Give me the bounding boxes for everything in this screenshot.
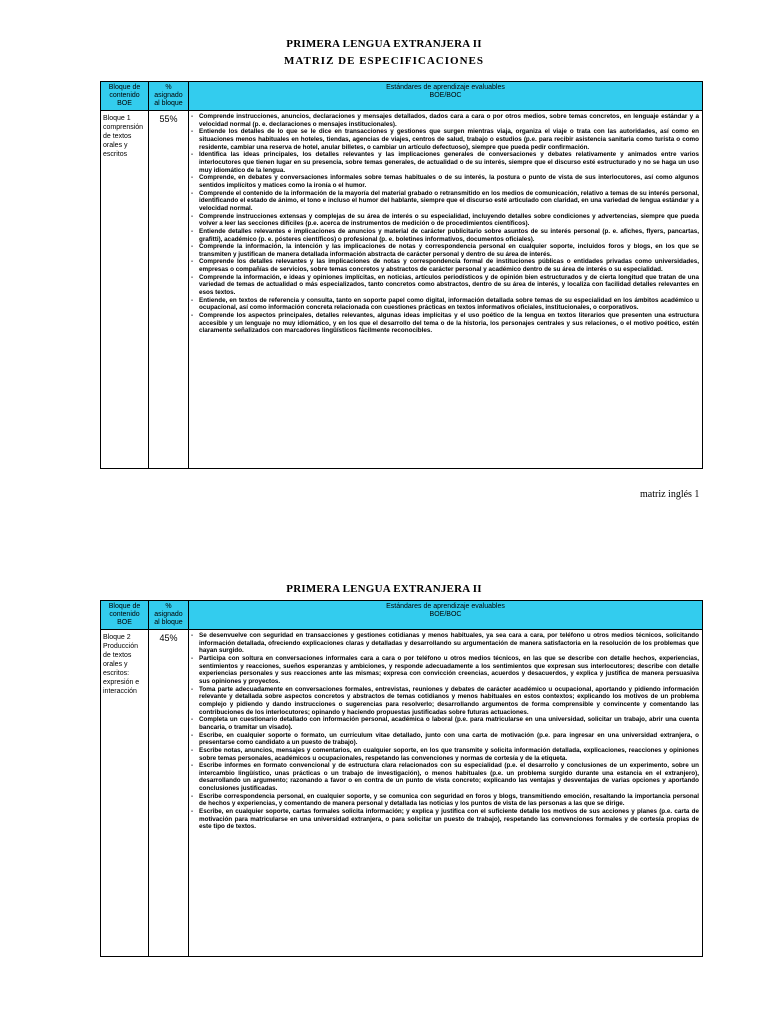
header-percent: % asignado al bloque (149, 601, 189, 630)
header-row (101, 82, 703, 111)
list-item: - Comprende, en debates y conversaciones informales sobre temas habituales o de su interés, la postura o punto de vista de sus interlocutores, así como algunos sentidos implícitos y matices como la ironía o el humor. (191, 174, 699, 189)
list-item: - Completa un cuestionario detallado con información personal, académica o laboral (p.e. para matricularse en una universidad, solicitar un trabajo, abrir una cuenta bancaria, o tramitar un visado). (191, 716, 699, 731)
list-item: - Escribe correspondencia personal, en cualquier soporte, y se comunica con seguridad en foros y blogs, transmitiendo emoción, resaltando la importancia personal de hechos y experiencias, y comentando de manera personal y detallada las noticias y los puntos de vista de las personas a las que se dirige. (191, 793, 699, 808)
list-item: - Comprende los detalles relevantes y las implicaciones de notas y correspondencia formal de instituciones públicas o entidades privadas como universidades, empresas o compañías de servicios, sobre temas concretos y abstractos de carácter personal y académico dentro de su área de interés o su especialidad. (191, 258, 699, 273)
table-row (101, 630, 703, 957)
header-standards-line2: BOE/BOC (429, 611, 462, 618)
list-item: - Comprende la información, la intención y las implicaciones de notas y correspondencia personal en cualquier soporte, incluidos foros y blogs, en los que se transmiten y justifican de manera detallada información abstracta de carácter personal y dentro de su área de interés. (191, 243, 699, 258)
block-percent: 55% (149, 111, 189, 469)
page1-subtitle: MATRIZ DE ESPECIFICACIONES (284, 55, 484, 67)
list-item: - Comprende instrucciones extensas y complejas de su área de interés o su especialidad, incluyendo detalles sobre condiciones y advertencias, siempre que pueda volver a leer las secciones difíciles (p.e. acerca de instrumentos de medición o de procedimientos científicos). (191, 213, 699, 228)
header-block: Bloque de contenido BOE (101, 82, 149, 111)
list-item: - Comprende la información, e ideas y opiniones implícitas, en noticias, artículos periodísticos y de opinión bien estructurados y de cierta longitud que tratan de una variedad de temas de actualidad o más especializados, tanto concretos como abstractos, dentro de su área de interés, y localiza con facilidad detalles relevantes en esos textos. (191, 274, 699, 297)
header-standards (189, 82, 703, 111)
page2-title: PRIMERA LENGUA EXTRANJERA II (286, 583, 482, 595)
block-name: Bloque 2 Producción de textos orales y escritos: expresión e interacción (101, 630, 149, 957)
list-item: - Escribe notas, anuncios, mensajes y comentarios, en cualquier soporte, en los que transmite y solicita información detallada, explicaciones, reacciones y opiniones sobre temas personales, académicos u ocupacionales, respetando las convenciones y normas de cortesía y de la etiqueta. (191, 747, 699, 762)
list-item: - Participa con soltura en conversaciones informales cara a cara o por teléfono u otros medios técnicos, en las que se describe con detalle hechos, experiencias, sentimientos y reacciones, sueños esperanzas y ambiciones, y responde adecuadamente a los sentimientos que expresan sus interlocutores; describe con detalle experiencias personales y sus reacciones ante las mismas; expresa con convicción creencias, acuerdos y desacuerdos, y explica y justifica de manera persuasiva sus opiniones y proyectos. (191, 655, 699, 686)
list-item: - Entiende, en textos de referencia y consulta, tanto en soporte papel como digital, información detallada sobre temas de su especialidad en los ámbitos académico u ocupacional, así como información concreta relacionada con cuestiones prácticas en textos informativos oficiales, institucionales, o corporativos. (191, 297, 699, 312)
page1-title: PRIMERA LENGUA EXTRANJERA II (286, 38, 482, 50)
list-item: - Identifica las ideas principales, los detalles relevantes y las implicaciones generales de conversaciones y debates relativamente y animados entre varios interlocutores que tienen lugar en su presencia, sobre temas generales, de actualidad o de su interés, siempre que el discurso esté estructurado y no se haga un uso muy idiomático de la lengua. (191, 151, 699, 174)
list-item: - Toma parte adecuadamente en conversaciones formales, entrevistas, reuniones y debates de carácter académico u ocupacional, aportando y pidiendo información relevante y detallada sobre aspectos concretos y abstractos de temas cotidianos y menos habituales en estos contextos; explicando los motivos de un problema complejo y pidiendo y dando instrucciones o sugerencias para resolverlo; desarrollando argumentos de forma comprensible y convincente y comentando las contribuciones de los interlocutores; opinando y haciendo propuestas justificadas sobre futuras actuaciones. (191, 686, 699, 717)
list-item: - Comprende el contenido de la información de la mayoría del material grabado o retransmitido en los medios de comunicación, relativo a temas de su interés personal, identificando el estado de ánimo, el tono e incluso el humor del hablante, siempre que el discurso esté articulado con claridad, en una variedad de lengua estándar y a velocidad normal. (191, 190, 699, 213)
standards-list (191, 632, 699, 831)
list-item: - Entiende los detalles de lo que se le dice en transacciones y gestiones que surgen mientras viaja, organiza el viaje o trata con las autoridades, así como en situaciones menos habituales en hoteles, tiendas, agencias de viajes, centros de salud, trabajo o estudios (p.e. para recibir asistencia sanitaria como turista o como residente, cambiar una reserva de hotel, anular billetes, o cambiar un artículo defectuoso), siempre que pueda pedir confirmación. (191, 128, 699, 151)
table-row (101, 111, 703, 469)
block-name: Bloque 1 comprensión de textos orales y escritos (101, 111, 149, 469)
page-footer: matriz inglés 1 (640, 489, 700, 500)
standards-cell (189, 630, 703, 957)
matrix-table-1 (100, 81, 703, 469)
list-item: - Entiende detalles relevantes e implicaciones de anuncios y material de carácter publicitario sobre asuntos de su interés personal (p. e. afiches, flyers, pancartas, grafitti), académico (p. e. pósteres científicos) o profesional (p. e. boletines informativos, documentos oficiales). (191, 228, 699, 243)
list-item: - Se desenvuelve con seguridad en transacciones y gestiones cotidianas y menos habituales, ya sea cara a cara, por teléfono u otros medios técnicos, solicitando información detallada, ofreciendo explicaciones claras y detalladas y desarrollando su argumentación de manera satisfactoria en la resolución de los problemas que hayan surgido. (191, 632, 699, 655)
list-item: - Comprende instrucciones, anuncios, declaraciones y mensajes detallados, dados cara a cara o por otros medios, sobre temas concretos, en lenguaje estándar y a velocidad normal (p. e. declaraciones o mensajes institucionales). (191, 113, 699, 128)
header-block: Bloque de contenido BOE (101, 601, 149, 630)
standards-list (191, 113, 699, 335)
header-row (101, 601, 703, 630)
header-standards (189, 601, 703, 630)
matrix-table-2 (100, 600, 703, 957)
list-item: - Escribe informes en formato convencional y de estructura clara relacionados con su especialidad (p.e. el desarrollo y conclusiones de un experimento, sobre un intercambio lingüístico, unas prácticas o un trabajo de investigación), o menos habituales (p.e. un problema surgido durante una estancia en el extranjero), desarrollando un argumento; razonando a favor o en contra de un punto de vista concreto; explicando las ventajas y desventajas de varias opciones y aportando conclusiones justificadas. (191, 762, 699, 793)
list-item: - Comprende los aspectos principales, detalles relevantes, algunas ideas implícitas y el uso poético de la lengua en textos literarios que presenten una estructura accesible y un lenguaje no muy idiomático, y en los que el desarrollo del tema o de la historia, los personajes centrales y sus relaciones, o el motivo poético, estén claramente señalizados con marcadores lingüísticos fácilmente reconocibles. (191, 312, 699, 335)
standards-cell (189, 111, 703, 469)
block-percent: 45% (149, 630, 189, 957)
header-standards-line1: Estándares de aprendizaje evaluables (386, 603, 505, 610)
list-item: - Escribe, en cualquier soporte, cartas formales solicita información; y explica y justifica con el suficiente detalle los motivos de sus acciones y planes (p.e. carta de motivación para matricularse en una universidad extranjera, o para solicitar un puesto de trabajo), respetando las convenciones formales y de cortesía propias de este tipo de textos. (191, 808, 699, 831)
header-percent: % asignado al bloque (149, 82, 189, 111)
header-standards-line2: BOE/BOC (429, 92, 462, 99)
list-item: - Escribe, en cualquier soporte o formato, un currículum vitae detallado, junto con una carta de motivación (p.e. para ingresar en una universidad extranjera, o presentarse como candidato a un puesto de trabajo). (191, 732, 699, 747)
header-standards-line1: Estándares de aprendizaje evaluables (386, 84, 505, 91)
